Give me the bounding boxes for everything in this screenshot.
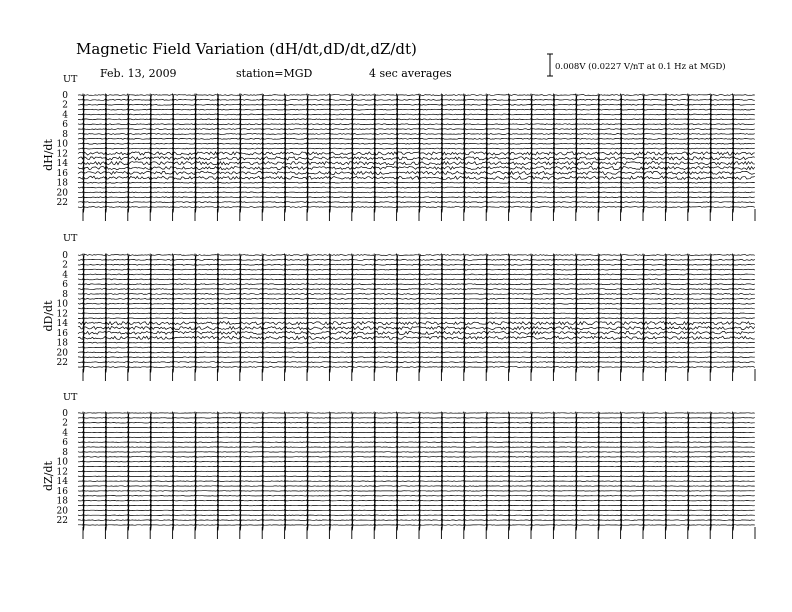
tick-label: 22 [56,358,68,369]
tick-label: 10 [56,299,68,310]
trace-line [78,436,755,443]
trace-line [78,412,755,419]
trace-line [78,366,755,373]
tick-label: 10 [56,139,68,150]
tick-label: 4 [62,270,68,281]
tick-label: 12 [56,309,68,320]
tick-label: 2 [62,100,68,111]
trace-line [78,147,755,154]
trace-line [78,336,755,343]
tick-label: 4 [62,428,68,439]
tick-label: 16 [56,168,68,179]
tick-label: 22 [56,198,68,209]
tick-label: 12 [56,149,68,160]
tick-label: 6 [62,438,68,449]
tick-label: 8 [62,129,68,140]
tick-label: 16 [56,328,68,339]
tick-label: 8 [62,289,68,300]
tick-label: 18 [56,338,68,349]
tick-label: 20 [56,348,68,359]
tick-label: 18 [56,496,68,507]
ut-axis-title: UT [63,233,78,244]
tick-label: 14 [56,477,68,488]
ut-axis-title: UT [63,74,78,85]
tick-label: 6 [62,280,68,291]
tick-label: 8 [62,447,68,458]
tick-label: 4 [62,110,68,121]
trace-line [78,470,755,477]
trace-line [78,128,755,135]
tick-label: 14 [56,319,68,330]
panel-ylabel: dD/dt [42,300,55,332]
trace-line [78,504,755,511]
panel-dH [42,74,755,221]
trace-line [78,171,755,178]
panel-dZ [42,392,755,539]
trace-line [78,157,755,164]
trace-line [78,519,755,526]
trace-line [78,206,755,213]
tick-label: 18 [56,178,68,189]
trace-line [78,524,755,531]
panel-ylabel: dZ/dt [42,461,55,491]
tick-label: 12 [56,467,68,478]
panel-dD [42,233,755,381]
tick-label: 14 [56,159,68,170]
scale-bar [547,54,726,76]
figure-title: Magnetic Field Variation (dH/dt,dD/dt,dZ/dt) [76,40,417,58]
tick-label: 0 [62,409,68,419]
trace-line [78,322,755,329]
tick-label: 22 [56,516,68,527]
tick-label: 6 [62,120,68,131]
averaging-label: 4 sec averages [369,67,452,80]
tick-label: 0 [62,251,68,261]
tick-label: 2 [62,260,68,271]
panel-ylabel: dH/dt [42,139,55,171]
tick-label: 2 [62,418,68,429]
station-label: station=MGD [236,67,313,80]
tick-label: 10 [56,457,68,468]
ut-axis-title: UT [63,392,78,403]
tick-label: 20 [56,506,68,517]
tick-label: 0 [62,91,68,101]
scale-bar-label: 0.008V (0.0227 V/nT at 0.1 Hz at MGD) [555,62,726,72]
trace-line [78,426,755,433]
panels [42,74,755,539]
date-label: Feb. 13, 2009 [100,67,177,80]
trace-line [78,451,755,458]
tick-label: 20 [56,188,68,199]
tick-label: 16 [56,486,68,497]
